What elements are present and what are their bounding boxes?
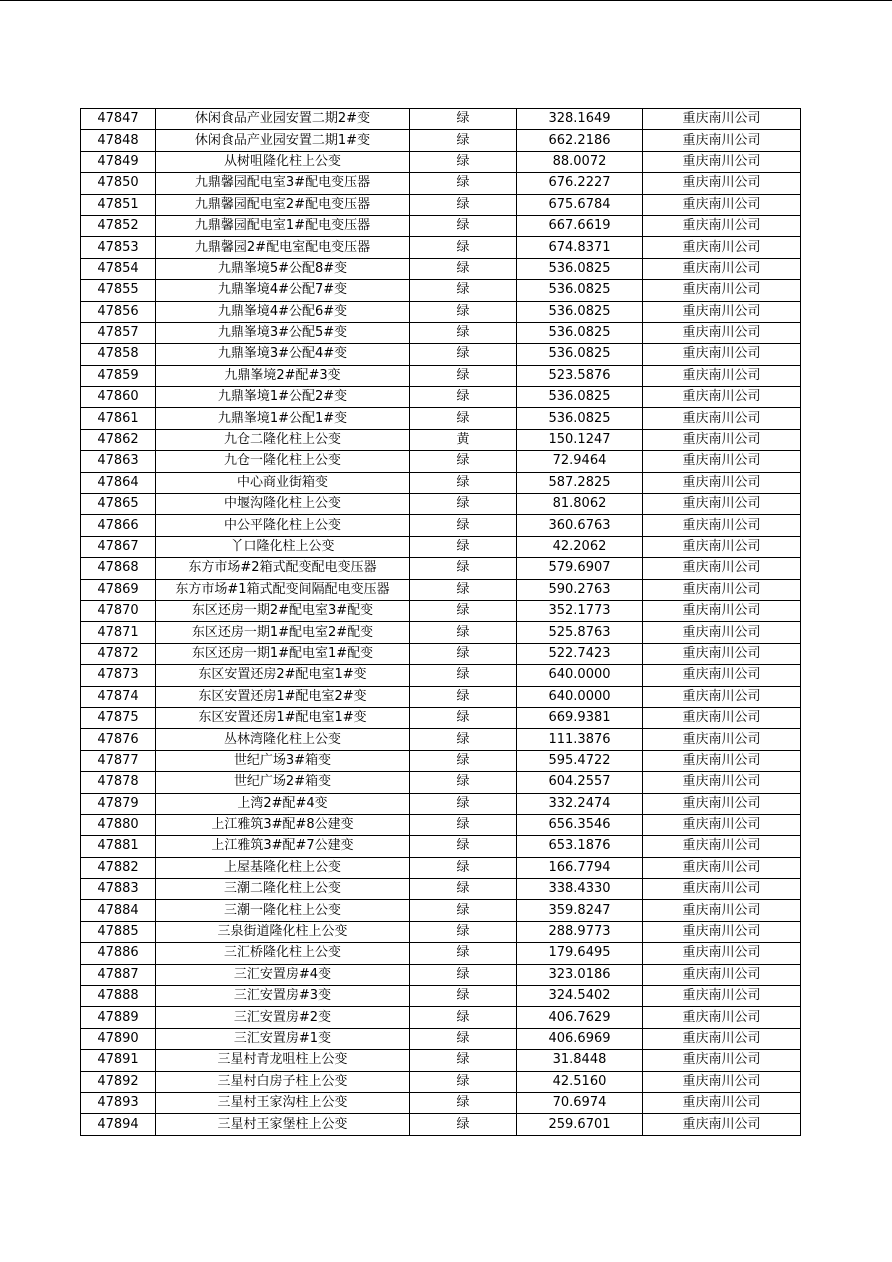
value-cell: 525.8763 xyxy=(517,622,643,643)
row-id-cell: 47883 xyxy=(81,879,156,900)
company-cell: 重庆南川公司 xyxy=(643,707,801,728)
transformer-name-cell: 上湾2#配#4变 xyxy=(156,793,410,814)
transformer-name-cell: 九鼎峯境5#公配8#变 xyxy=(156,258,410,279)
company-cell: 重庆南川公司 xyxy=(643,1092,801,1113)
row-id-cell: 47864 xyxy=(81,472,156,493)
value-cell: 338.4330 xyxy=(517,879,643,900)
transformer-name-cell: 九鼎峯境2#配#3变 xyxy=(156,365,410,386)
row-id-cell: 47855 xyxy=(81,280,156,301)
company-cell: 重庆南川公司 xyxy=(643,857,801,878)
row-id-cell: 47856 xyxy=(81,301,156,322)
status-color-cell: 绿 xyxy=(410,344,517,365)
status-color-cell: 绿 xyxy=(410,1050,517,1071)
transformer-name-cell: 上江雅筑3#配#7公建变 xyxy=(156,836,410,857)
row-id-cell: 47869 xyxy=(81,579,156,600)
value-cell: 324.5402 xyxy=(517,986,643,1007)
transformer-name-cell: 九鼎峯境4#公配7#变 xyxy=(156,280,410,301)
status-color-cell: 绿 xyxy=(410,943,517,964)
company-cell: 重庆南川公司 xyxy=(643,387,801,408)
transformer-name-cell: 休闲食品产业园安置二期1#变 xyxy=(156,130,410,151)
table-row xyxy=(81,130,801,151)
transformer-name-cell: 九鼎峯境1#公配2#变 xyxy=(156,387,410,408)
transformer-name-cell: 中公平隆化柱上公变 xyxy=(156,515,410,536)
value-cell: 360.6763 xyxy=(517,515,643,536)
status-color-cell: 绿 xyxy=(410,729,517,750)
table-row xyxy=(81,365,801,386)
table-row xyxy=(81,1028,801,1049)
company-cell: 重庆南川公司 xyxy=(643,750,801,771)
row-id-cell: 47876 xyxy=(81,729,156,750)
status-color-cell: 绿 xyxy=(410,964,517,985)
company-cell: 重庆南川公司 xyxy=(643,921,801,942)
row-id-cell: 47857 xyxy=(81,322,156,343)
table-row xyxy=(81,1071,801,1092)
table-row xyxy=(81,472,801,493)
table-row xyxy=(81,1114,801,1135)
value-cell: 42.5160 xyxy=(517,1071,643,1092)
transformer-name-cell: 九鼎峯境1#公配1#变 xyxy=(156,408,410,429)
table-row xyxy=(81,857,801,878)
status-color-cell: 绿 xyxy=(410,622,517,643)
transformer-name-cell: 三泉街道隆化柱上公变 xyxy=(156,921,410,942)
row-id-cell: 47861 xyxy=(81,408,156,429)
status-color-cell: 绿 xyxy=(410,451,517,472)
transformer-name-cell: 东方市场#1箱式配变间隔配电变压器 xyxy=(156,579,410,600)
row-id-cell: 47850 xyxy=(81,173,156,194)
table-row xyxy=(81,921,801,942)
status-color-cell: 绿 xyxy=(410,793,517,814)
transformer-name-cell: 世纪广场2#箱变 xyxy=(156,772,410,793)
row-id-cell: 47867 xyxy=(81,536,156,557)
table-row xyxy=(81,451,801,472)
value-cell: 536.0825 xyxy=(517,408,643,429)
value-cell: 523.5876 xyxy=(517,365,643,386)
transformer-name-cell: 九仓一隆化柱上公变 xyxy=(156,451,410,472)
status-color-cell: 绿 xyxy=(410,109,517,130)
company-cell: 重庆南川公司 xyxy=(643,237,801,258)
value-cell: 31.8448 xyxy=(517,1050,643,1071)
company-cell: 重庆南川公司 xyxy=(643,793,801,814)
company-cell: 重庆南川公司 xyxy=(643,451,801,472)
row-id-cell: 47860 xyxy=(81,387,156,408)
transformer-name-cell: 三星村青龙咀柱上公变 xyxy=(156,1050,410,1071)
company-cell: 重庆南川公司 xyxy=(643,686,801,707)
company-cell: 重庆南川公司 xyxy=(643,665,801,686)
row-id-cell: 47892 xyxy=(81,1071,156,1092)
transformer-name-cell: 休闲食品产业园安置二期2#变 xyxy=(156,109,410,130)
company-cell: 重庆南川公司 xyxy=(643,515,801,536)
company-cell: 重庆南川公司 xyxy=(643,1007,801,1028)
company-cell: 重庆南川公司 xyxy=(643,194,801,215)
row-id-cell: 47870 xyxy=(81,600,156,621)
status-color-cell: 绿 xyxy=(410,707,517,728)
value-cell: 640.0000 xyxy=(517,665,643,686)
status-color-cell: 绿 xyxy=(410,173,517,194)
row-id-cell: 47871 xyxy=(81,622,156,643)
transformer-name-cell: 从树咀隆化柱上公变 xyxy=(156,151,410,172)
status-color-cell: 黄 xyxy=(410,429,517,450)
row-id-cell: 47873 xyxy=(81,665,156,686)
company-cell: 重庆南川公司 xyxy=(643,365,801,386)
value-cell: 70.6974 xyxy=(517,1092,643,1113)
company-cell: 重庆南川公司 xyxy=(643,943,801,964)
value-cell: 676.2227 xyxy=(517,173,643,194)
value-cell: 579.6907 xyxy=(517,558,643,579)
table-row xyxy=(81,600,801,621)
status-color-cell: 绿 xyxy=(410,558,517,579)
value-cell: 640.0000 xyxy=(517,686,643,707)
company-cell: 重庆南川公司 xyxy=(643,772,801,793)
row-id-cell: 47893 xyxy=(81,1092,156,1113)
row-id-cell: 47887 xyxy=(81,964,156,985)
row-id-cell: 47885 xyxy=(81,921,156,942)
company-cell: 重庆南川公司 xyxy=(643,964,801,985)
row-id-cell: 47863 xyxy=(81,451,156,472)
value-cell: 406.6969 xyxy=(517,1028,643,1049)
status-color-cell: 绿 xyxy=(410,472,517,493)
row-id-cell: 47875 xyxy=(81,707,156,728)
value-cell: 656.3546 xyxy=(517,814,643,835)
table-row xyxy=(81,707,801,728)
status-color-cell: 绿 xyxy=(410,986,517,1007)
table-row xyxy=(81,173,801,194)
table-row xyxy=(81,1092,801,1113)
transformer-table xyxy=(80,108,801,1136)
company-cell: 重庆南川公司 xyxy=(643,579,801,600)
table-row xyxy=(81,986,801,1007)
value-cell: 653.1876 xyxy=(517,836,643,857)
value-cell: 590.2763 xyxy=(517,579,643,600)
value-cell: 352.1773 xyxy=(517,600,643,621)
row-id-cell: 47888 xyxy=(81,986,156,1007)
company-cell: 重庆南川公司 xyxy=(643,472,801,493)
row-id-cell: 47865 xyxy=(81,494,156,515)
table-row xyxy=(81,344,801,365)
value-cell: 536.0825 xyxy=(517,280,643,301)
transformer-name-cell: 东区安置还房2#配电室1#变 xyxy=(156,665,410,686)
value-cell: 179.6495 xyxy=(517,943,643,964)
transformer-name-cell: 九鼎馨园配电室1#配电变压器 xyxy=(156,215,410,236)
company-cell: 重庆南川公司 xyxy=(643,280,801,301)
status-color-cell: 绿 xyxy=(410,1007,517,1028)
value-cell: 359.8247 xyxy=(517,900,643,921)
status-color-cell: 绿 xyxy=(410,1092,517,1113)
transformer-name-cell: 三汇安置房#2变 xyxy=(156,1007,410,1028)
transformer-name-cell: 九鼎馨园配电室3#配电变压器 xyxy=(156,173,410,194)
table-row xyxy=(81,301,801,322)
transformer-name-cell: 九鼎峯境3#公配5#变 xyxy=(156,322,410,343)
row-id-cell: 47874 xyxy=(81,686,156,707)
value-cell: 536.0825 xyxy=(517,322,643,343)
transformer-name-cell: 三汇安置房#4变 xyxy=(156,964,410,985)
row-id-cell: 47866 xyxy=(81,515,156,536)
value-cell: 662.2186 xyxy=(517,130,643,151)
row-id-cell: 47853 xyxy=(81,237,156,258)
row-id-cell: 47848 xyxy=(81,130,156,151)
table-row xyxy=(81,793,801,814)
transformer-name-cell: 东区还房一期1#配电室1#配变 xyxy=(156,643,410,664)
row-id-cell: 47858 xyxy=(81,344,156,365)
transformer-name-cell: 三汇安置房#3变 xyxy=(156,986,410,1007)
status-color-cell: 绿 xyxy=(410,900,517,921)
row-id-cell: 47877 xyxy=(81,750,156,771)
row-id-cell: 47886 xyxy=(81,943,156,964)
value-cell: 328.1649 xyxy=(517,109,643,130)
table-row xyxy=(81,429,801,450)
company-cell: 重庆南川公司 xyxy=(643,215,801,236)
company-cell: 重庆南川公司 xyxy=(643,301,801,322)
company-cell: 重庆南川公司 xyxy=(643,151,801,172)
company-cell: 重庆南川公司 xyxy=(643,558,801,579)
company-cell: 重庆南川公司 xyxy=(643,986,801,1007)
table-row xyxy=(81,109,801,130)
transformer-name-cell: 丛林湾隆化柱上公变 xyxy=(156,729,410,750)
row-id-cell: 47852 xyxy=(81,215,156,236)
table-row xyxy=(81,729,801,750)
status-color-cell: 绿 xyxy=(410,643,517,664)
table-row xyxy=(81,258,801,279)
row-id-cell: 47894 xyxy=(81,1114,156,1135)
table-row xyxy=(81,643,801,664)
table-row xyxy=(81,1007,801,1028)
company-cell: 重庆南川公司 xyxy=(643,729,801,750)
status-color-cell: 绿 xyxy=(410,258,517,279)
value-cell: 150.1247 xyxy=(517,429,643,450)
row-id-cell: 47882 xyxy=(81,857,156,878)
company-cell: 重庆南川公司 xyxy=(643,622,801,643)
status-color-cell: 绿 xyxy=(410,365,517,386)
row-id-cell: 47859 xyxy=(81,365,156,386)
table-row xyxy=(81,151,801,172)
value-cell: 675.6784 xyxy=(517,194,643,215)
company-cell: 重庆南川公司 xyxy=(643,408,801,429)
company-cell: 重庆南川公司 xyxy=(643,130,801,151)
transformer-name-cell: 九仓二隆化柱上公变 xyxy=(156,429,410,450)
status-color-cell: 绿 xyxy=(410,857,517,878)
table-row xyxy=(81,558,801,579)
transformer-name-cell: 东区还房一期2#配电室3#配变 xyxy=(156,600,410,621)
company-cell: 重庆南川公司 xyxy=(643,600,801,621)
company-cell: 重庆南川公司 xyxy=(643,1114,801,1135)
status-color-cell: 绿 xyxy=(410,536,517,557)
transformer-name-cell: 东区还房一期1#配电室2#配变 xyxy=(156,622,410,643)
company-cell: 重庆南川公司 xyxy=(643,643,801,664)
value-cell: 81.8062 xyxy=(517,494,643,515)
value-cell: 166.7794 xyxy=(517,857,643,878)
table-row xyxy=(81,515,801,536)
company-cell: 重庆南川公司 xyxy=(643,258,801,279)
transformer-name-cell: 世纪广场3#箱变 xyxy=(156,750,410,771)
transformer-name-cell: 丫口隆化柱上公变 xyxy=(156,536,410,557)
table-body xyxy=(81,109,801,1136)
row-id-cell: 47851 xyxy=(81,194,156,215)
value-cell: 406.7629 xyxy=(517,1007,643,1028)
row-id-cell: 47868 xyxy=(81,558,156,579)
value-cell: 332.2474 xyxy=(517,793,643,814)
row-id-cell: 47854 xyxy=(81,258,156,279)
transformer-name-cell: 三星村王家沟柱上公变 xyxy=(156,1092,410,1113)
table-row xyxy=(81,194,801,215)
status-color-cell: 绿 xyxy=(410,772,517,793)
value-cell: 111.3876 xyxy=(517,729,643,750)
value-cell: 674.8371 xyxy=(517,237,643,258)
status-color-cell: 绿 xyxy=(410,408,517,429)
status-color-cell: 绿 xyxy=(410,322,517,343)
status-color-cell: 绿 xyxy=(410,194,517,215)
value-cell: 604.2557 xyxy=(517,772,643,793)
transformer-name-cell: 中心商业街箱变 xyxy=(156,472,410,493)
table-row xyxy=(81,665,801,686)
table-row xyxy=(81,943,801,964)
status-color-cell: 绿 xyxy=(410,814,517,835)
table-row xyxy=(81,322,801,343)
value-cell: 42.2062 xyxy=(517,536,643,557)
value-cell: 323.0186 xyxy=(517,964,643,985)
table-row xyxy=(81,814,801,835)
value-cell: 536.0825 xyxy=(517,387,643,408)
transformer-name-cell: 上江雅筑3#配#8公建变 xyxy=(156,814,410,835)
table-row xyxy=(81,408,801,429)
status-color-cell: 绿 xyxy=(410,579,517,600)
company-cell: 重庆南川公司 xyxy=(643,879,801,900)
row-id-cell: 47849 xyxy=(81,151,156,172)
value-cell: 288.9773 xyxy=(517,921,643,942)
status-color-cell: 绿 xyxy=(410,1071,517,1092)
status-color-cell: 绿 xyxy=(410,215,517,236)
row-id-cell: 47862 xyxy=(81,429,156,450)
transformer-name-cell: 三潮一隆化柱上公变 xyxy=(156,900,410,921)
transformer-name-cell: 九鼎峯境3#公配4#变 xyxy=(156,344,410,365)
table-row xyxy=(81,536,801,557)
row-id-cell: 47884 xyxy=(81,900,156,921)
status-color-cell: 绿 xyxy=(410,280,517,301)
row-id-cell: 47879 xyxy=(81,793,156,814)
table-row xyxy=(81,579,801,600)
status-color-cell: 绿 xyxy=(410,600,517,621)
status-color-cell: 绿 xyxy=(410,879,517,900)
status-color-cell: 绿 xyxy=(410,1114,517,1135)
status-color-cell: 绿 xyxy=(410,387,517,408)
status-color-cell: 绿 xyxy=(410,515,517,536)
transformer-name-cell: 九鼎峯境4#公配6#变 xyxy=(156,301,410,322)
value-cell: 667.6619 xyxy=(517,215,643,236)
company-cell: 重庆南川公司 xyxy=(643,536,801,557)
status-color-cell: 绿 xyxy=(410,494,517,515)
transformer-name-cell: 三汇安置房#1变 xyxy=(156,1028,410,1049)
transformer-name-cell: 九鼎馨园配电室2#配电变压器 xyxy=(156,194,410,215)
row-id-cell: 47891 xyxy=(81,1050,156,1071)
status-color-cell: 绿 xyxy=(410,301,517,322)
row-id-cell: 47889 xyxy=(81,1007,156,1028)
transformer-name-cell: 东区安置还房1#配电室2#变 xyxy=(156,686,410,707)
table-row xyxy=(81,836,801,857)
status-color-cell: 绿 xyxy=(410,151,517,172)
value-cell: 595.4722 xyxy=(517,750,643,771)
transformer-name-cell: 三潮二隆化柱上公变 xyxy=(156,879,410,900)
status-color-cell: 绿 xyxy=(410,750,517,771)
value-cell: 522.7423 xyxy=(517,643,643,664)
company-cell: 重庆南川公司 xyxy=(643,109,801,130)
company-cell: 重庆南川公司 xyxy=(643,173,801,194)
table-row xyxy=(81,900,801,921)
value-cell: 536.0825 xyxy=(517,258,643,279)
page-top-border xyxy=(0,0,892,1)
row-id-cell: 47872 xyxy=(81,643,156,664)
transformer-name-cell: 九鼎馨园2#配电室配电变压器 xyxy=(156,237,410,258)
transformer-name-cell: 东方市场#2箱式配变配电变压器 xyxy=(156,558,410,579)
company-cell: 重庆南川公司 xyxy=(643,900,801,921)
company-cell: 重庆南川公司 xyxy=(643,322,801,343)
company-cell: 重庆南川公司 xyxy=(643,494,801,515)
table-row xyxy=(81,964,801,985)
table-row xyxy=(81,387,801,408)
value-cell: 669.9381 xyxy=(517,707,643,728)
table-row xyxy=(81,750,801,771)
value-cell: 536.0825 xyxy=(517,344,643,365)
company-cell: 重庆南川公司 xyxy=(643,836,801,857)
table-row xyxy=(81,494,801,515)
company-cell: 重庆南川公司 xyxy=(643,814,801,835)
row-id-cell: 47878 xyxy=(81,772,156,793)
row-id-cell: 47847 xyxy=(81,109,156,130)
status-color-cell: 绿 xyxy=(410,130,517,151)
status-color-cell: 绿 xyxy=(410,686,517,707)
row-id-cell: 47890 xyxy=(81,1028,156,1049)
table-row xyxy=(81,280,801,301)
transformer-name-cell: 三星村王家堡柱上公变 xyxy=(156,1114,410,1135)
table-row xyxy=(81,237,801,258)
value-cell: 536.0825 xyxy=(517,301,643,322)
value-cell: 88.0072 xyxy=(517,151,643,172)
status-color-cell: 绿 xyxy=(410,665,517,686)
transformer-name-cell: 中堰沟隆化柱上公变 xyxy=(156,494,410,515)
value-cell: 72.9464 xyxy=(517,451,643,472)
value-cell: 587.2825 xyxy=(517,472,643,493)
company-cell: 重庆南川公司 xyxy=(643,1071,801,1092)
transformer-name-cell: 上屋基隆化柱上公变 xyxy=(156,857,410,878)
company-cell: 重庆南川公司 xyxy=(643,344,801,365)
status-color-cell: 绿 xyxy=(410,836,517,857)
transformer-name-cell: 三星村白房子柱上公变 xyxy=(156,1071,410,1092)
table-row xyxy=(81,1050,801,1071)
transformer-name-cell: 东区安置还房1#配电室1#变 xyxy=(156,707,410,728)
table-row xyxy=(81,772,801,793)
table-row xyxy=(81,215,801,236)
row-id-cell: 47880 xyxy=(81,814,156,835)
company-cell: 重庆南川公司 xyxy=(643,1028,801,1049)
row-id-cell: 47881 xyxy=(81,836,156,857)
transformer-name-cell: 三汇桥隆化柱上公变 xyxy=(156,943,410,964)
value-cell: 259.6701 xyxy=(517,1114,643,1135)
status-color-cell: 绿 xyxy=(410,921,517,942)
table-row xyxy=(81,879,801,900)
company-cell: 重庆南川公司 xyxy=(643,429,801,450)
table-row xyxy=(81,622,801,643)
status-color-cell: 绿 xyxy=(410,1028,517,1049)
table-row xyxy=(81,686,801,707)
status-color-cell: 绿 xyxy=(410,237,517,258)
company-cell: 重庆南川公司 xyxy=(643,1050,801,1071)
